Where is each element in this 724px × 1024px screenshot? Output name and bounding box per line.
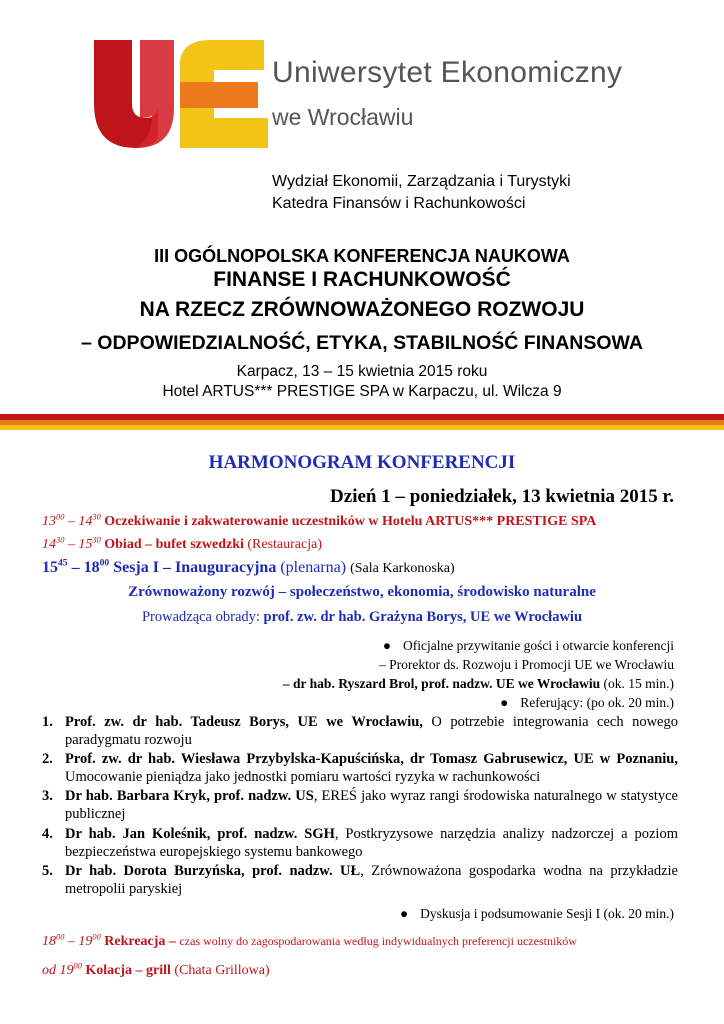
event-recreation-title: Rekreacja – bbox=[104, 934, 176, 949]
discussion-line: ● Dyskusja i podsumowanie Sesji I (ok. 20 min.) bbox=[399, 906, 674, 921]
event-recreation-note: czas wolny do zagospodarowania według indywidualnych preferencji uczestników bbox=[179, 934, 577, 948]
event-dinner-title: Kolacja – grill bbox=[85, 963, 171, 978]
event-recreation-time: $18^{00} - 19^{00}$ bbox=[42, 932, 101, 949]
event-dinner-place: (Chata Grillowa) bbox=[174, 963, 270, 978]
day-heading: Dzień 1 – poniedziałek, 13 kwietnia 2015 r. bbox=[330, 486, 674, 507]
event-lunch-time: $14^{30} - 15^{30}$ bbox=[42, 535, 101, 552]
event-arrival bbox=[42, 514, 596, 530]
talk-item: 5. Dr hab. Dorota Burzyńska, prof. nadzw. UŁ, Zrównoważona gospodarka wodna na przykładzie metropolii paryskiej bbox=[42, 863, 678, 897]
talk-item: 2. Prof. zw. dr hab. Wiesława Przybylska-Kapuścińska, dr Tomasz Gabrusewicz, UE w Poznaniu, Umocowanie pieniądza jako jednostki pomiaru wartości ryzyka w rachunkowości bbox=[42, 751, 678, 785]
session-chair bbox=[0, 609, 724, 626]
conference-line-1: III OGÓLNOPOLSKA KONFERENCJA NAUKOWA bbox=[154, 246, 570, 266]
conference-line-4: – ODPOWIEDZIALNOŚĆ, ETYKA, STABILNOŚĆ FINANSOWA bbox=[81, 332, 643, 354]
university-city: we Wrocławiu bbox=[272, 104, 414, 130]
opening-line-2: – Prorektor ds. Rozwoju i Promocji UE we Wrocławiu bbox=[378, 657, 674, 672]
opening-line-3: – dr hab. Ryszard Brol, prof. nadzw. UE we Wrocławiu (ok. 15 min.) bbox=[282, 676, 674, 691]
event-lunch bbox=[42, 537, 322, 553]
university-name: Uniwersytet Ekonomiczny bbox=[272, 56, 623, 89]
bullet-icon: ● bbox=[382, 638, 391, 653]
opening-line-1: ● Oficjalne przywitanie gości i otwarcie konferencji bbox=[382, 638, 674, 653]
department-name: Katedra Finansów i Rachunkowości bbox=[272, 195, 526, 212]
talk-item: 3. Dr hab. Barbara Kryk, prof. nadzw. US, EREŚ jako wyraz rangi środowiska naturalnego w statystyce publicznej bbox=[42, 788, 678, 822]
event-session-1-time: $15^{45} - 18^{00}$ Sesja I – Inauguracyjna bbox=[42, 557, 277, 576]
event-dinner-time: od $19^{00}$ bbox=[42, 961, 82, 978]
chair-name: prof. zw. dr hab. Grażyna Borys, UE we Wrocławiu bbox=[263, 609, 583, 625]
opening-line-4: ● Referujący: (po ok. 20 min.) bbox=[500, 695, 674, 710]
talk-item: 4. Dr hab. Jan Koleśnik, prof. nadzw. SGH, Postkryzysowe narzędzia analizy nadzorczej a poziom bezpieczeństwa europejskiego systemu bankowego bbox=[42, 826, 678, 860]
event-session-1 bbox=[42, 559, 455, 577]
event-dinner bbox=[42, 963, 270, 979]
event-session-1-place: (Sala Karkonoska) bbox=[350, 561, 455, 576]
bullet-icon: ● bbox=[399, 906, 409, 921]
event-lunch-place: (Restauracja) bbox=[247, 537, 322, 552]
conference-venue: Hotel ARTUS*** PRESTIGE SPA w Karpaczu, ul. Wilcza 9 bbox=[162, 383, 562, 400]
event-session-1-type: (plenarna) bbox=[280, 559, 347, 576]
conference-line-2: FINANSE I RACHUNKOWOŚĆ bbox=[213, 268, 511, 291]
event-recreation bbox=[42, 934, 577, 950]
session-topic: Zrównoważony rozwój – społeczeństwo, ekonomia, środowisko naturalne bbox=[128, 584, 596, 600]
schedule-title: HARMONOGRAM KONFERENCJI bbox=[208, 452, 516, 473]
ue-logo bbox=[92, 38, 270, 150]
event-lunch-title: Obiad – bufet szwedzki bbox=[104, 537, 244, 552]
event-arrival-text: Oczekiwanie i zakwaterowanie uczestników w Hotelu ARTUS*** PRESTIGE SPA bbox=[104, 514, 597, 529]
header-stripe-yellow bbox=[0, 425, 724, 430]
event-arrival-time: $13^{00} - 14^{30}$ bbox=[42, 512, 101, 529]
faculty-name: Wydział Ekonomii, Zarządzania i Turystyki bbox=[272, 173, 571, 190]
conference-line-3: NA RZECZ ZRÓWNOWAŻONEGO ROZWOJU bbox=[139, 298, 585, 321]
bullet-icon: ● bbox=[500, 695, 509, 710]
conference-dates: Karpacz, 13 – 15 kwietnia 2015 roku bbox=[236, 363, 488, 380]
chair-label: Prowadząca obrady: bbox=[141, 609, 260, 625]
talk-item: 1. Prof. zw. dr hab. Tadeusz Borys, UE we Wrocławiu, O potrzebie integrowania cech nowego paradygmatu rozwoju bbox=[42, 714, 678, 748]
